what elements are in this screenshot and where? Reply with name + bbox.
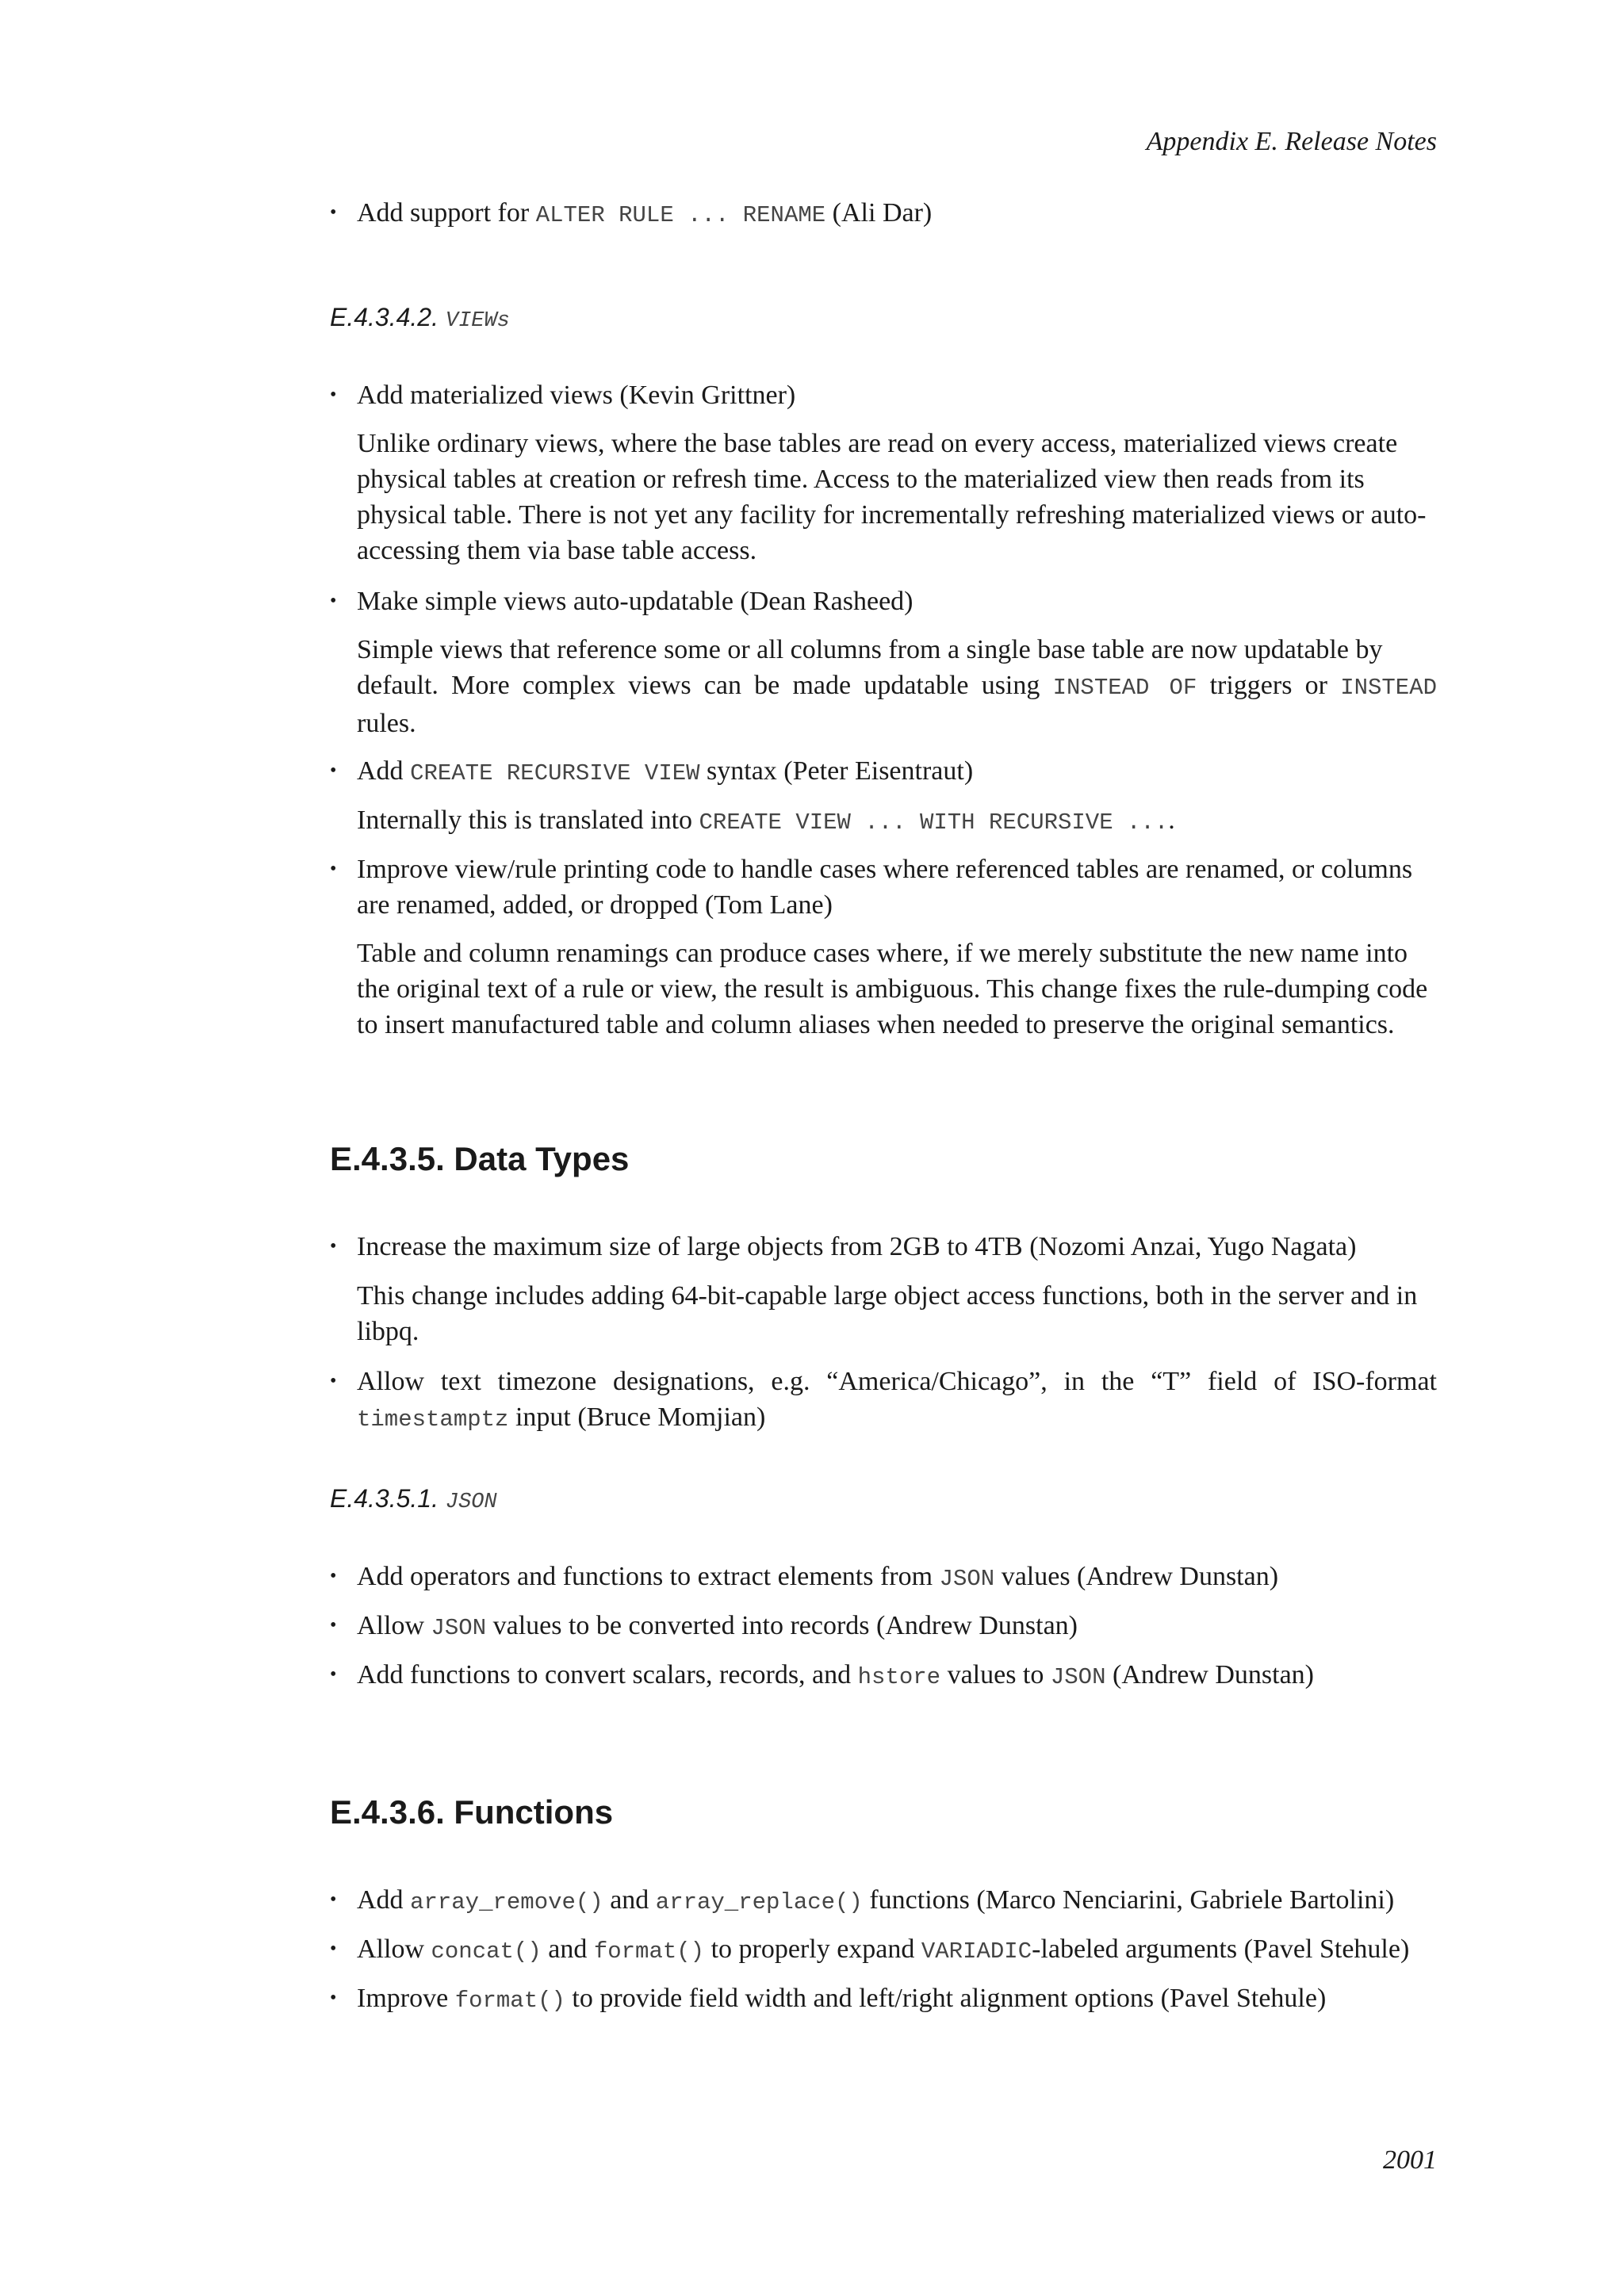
bullet-icon: • (330, 1664, 337, 1685)
item-description: Simple views that reference some or all columns from a single base table are now updatable by default. More complex views can be made updatable using INSTEAD OF triggers or INSTEAD rules. (357, 635, 1438, 738)
list-item: • Add functions to convert scalars, records, and hstore values to JSON (Andrew Dunstan) (330, 1657, 1437, 1695)
item-description: Table and column renamings can produce cases where, if we merely substitute the new name into the original text of a rule or view, the result is ambiguous. This change fixes the rule-dumping code to insert manufactured table and column aliases when needed to preserve the original semantics. (357, 939, 1428, 1039)
list-item: • Improve view/rule printing code to handle cases where referenced tables are renamed, or columns are renamed, added, or dropped (Tom Lane) (330, 851, 1437, 923)
bullet-icon: • (330, 859, 337, 879)
bullet-icon: • (330, 760, 337, 781)
bullet-icon: • (330, 1236, 337, 1257)
list-item: • Improve format() to provide field width and left/right alignment options (Pavel Stehule) (330, 1980, 1437, 2019)
list-item: • Allow text timezone designations, e.g. “America/Chicago”, in the “T” field of ISO-format timestamptz input (Bruce Momjian) (330, 1364, 1437, 1437)
running-header: Appendix E. Release Notes (1146, 127, 1437, 156)
list-item: • Make simple views auto-updatable (Dean Rasheed) (330, 584, 1437, 619)
list-item: • Add support for ALTER RULE ... RENAME (Ali Dar) (330, 195, 1437, 233)
list-item: • Increase the maximum size of large objects from 2GB to 4TB (Nozomi Anzai, Yugo Nagata) (330, 1229, 1437, 1265)
list-item: • Add materialized views (Kevin Grittner) (330, 377, 1437, 413)
item-description: This change includes adding 64-bit-capable large object access functions, both in the server and in libpq. (357, 1281, 1418, 1346)
list-item: • Add operators and functions to extract elements from JSON values (Andrew Dunstan) (330, 1559, 1437, 1597)
list-item: • Allow JSON values to be converted into records (Andrew Dunstan) (330, 1608, 1437, 1646)
bullet-icon: • (330, 1988, 337, 2008)
bullet-icon: • (330, 202, 337, 223)
list-item: • Allow concat() and format() to properly expand VARIADIC-labeled arguments (Pavel Stehule) (330, 1931, 1437, 1969)
bullet-icon: • (330, 1371, 337, 1391)
subsection-heading-views: E.4.3.4.2. VIEWs (330, 303, 510, 333)
bullet-icon: • (330, 385, 337, 405)
section-heading-functions: E.4.3.6. Functions (330, 1793, 614, 1831)
section-heading-data-types: E.4.3.5. Data Types (330, 1140, 630, 1177)
item-description: Internally this is translated into CREATE VIEW ... WITH RECURSIVE .... (357, 806, 1175, 836)
bullet-icon: • (330, 591, 337, 611)
list-item: • Add CREATE RECURSIVE VIEW syntax (Peter Eisentraut) (330, 753, 1437, 791)
bullet-icon: • (330, 1615, 337, 1636)
item-description: Unlike ordinary views, where the base tables are read on every access, materialized views create physical tables at creation or refresh time. Access to the materialized view then reads from its physical table. There is not yet any facility for incrementally refreshing materialized views or auto- accessing them via base table access. (357, 429, 1427, 565)
bullet-icon: • (330, 1889, 337, 1910)
bullet-icon: • (330, 1938, 337, 1959)
list-item: • Add array_remove() and array_replace() functions (Marco Nenciarini, Gabriele Bartolini) (330, 1882, 1437, 1920)
bullet-icon: • (330, 1566, 337, 1586)
page-number: 2001 (1383, 2145, 1437, 2175)
subsection-heading-json: E.4.3.5.1. JSON (330, 1484, 497, 1514)
